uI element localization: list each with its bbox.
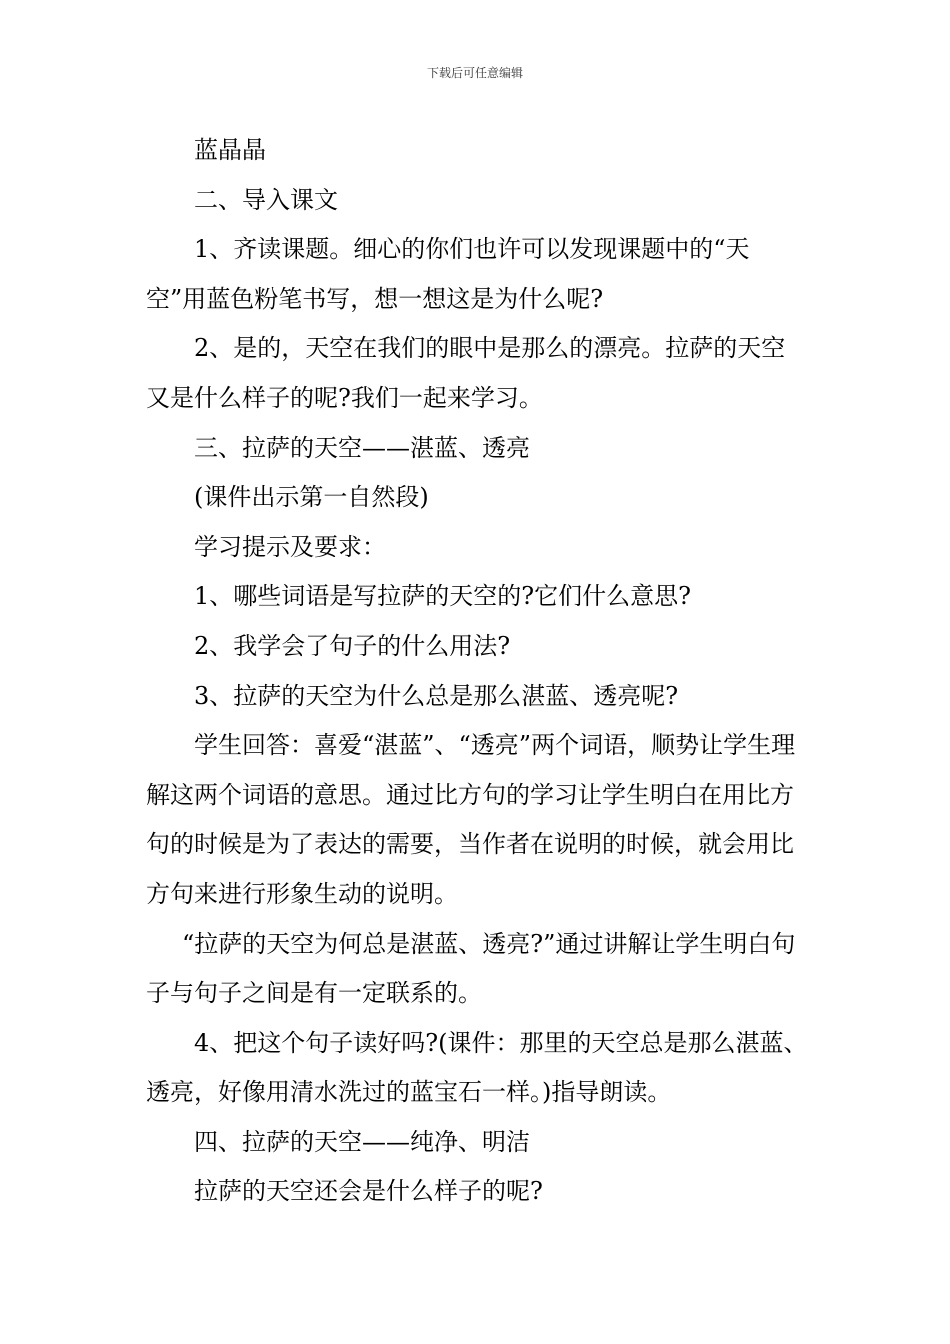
paragraph-study-hints: 学习提示及要求： — [194, 532, 386, 561]
paragraph-step-2: 2、是的，天空在我们的眼中是那么的漂亮。拉萨的天空又是什么样子的呢?我们一起来学习。 — [146, 334, 786, 412]
paragraph-closing-question: 拉萨的天空还会是什么样子的呢? — [194, 1177, 543, 1206]
section-heading-four: 四、拉萨的天空——纯净、明洁 — [194, 1127, 530, 1156]
document-body — [146, 126, 808, 1217]
paragraph-step-1: 1、齐读课题。细心的你们也许可以发现课题中的“天空”用蓝色粉笔书写，想一想这是为什么呢? — [146, 235, 750, 313]
list-item-question-3: 3、拉萨的天空为什么总是那么湛蓝、透亮呢? — [194, 681, 679, 710]
list-item-question-2: 2、我学会了句子的什么用法? — [194, 631, 511, 660]
page-header-note: 下载后可任意编辑 — [426, 66, 523, 80]
section-heading-three: 三、拉萨的天空——湛蓝、透亮 — [194, 433, 530, 462]
paragraph-student-answer: 学生回答：喜爱“湛蓝”、“透亮”两个词语，顺势让学生理解这两个词语的意思。通过比方句的学习让学生明白在用比方句的时候是为了表达的需要，当作者在说明的时候，就会用比方句来进行形象生动的说明。 — [146, 731, 796, 908]
list-item-question-1: 1、哪些词语是写拉萨的天空的?它们什么意思? — [194, 582, 692, 611]
paragraph-quote-explanation: “拉萨的天空为何总是湛蓝、透亮?”通过讲解让学生明白句子与句子之间是有一定联系的。 — [146, 929, 796, 1008]
paragraph-step-4: 4、把这个句子读好吗?(课件：那里的天空总是那么湛蓝、透亮，好像用清水洗过的蓝宝石一样。)指导朗读。 — [146, 1028, 808, 1107]
section-heading-intro: 二、导入课文 — [194, 185, 338, 214]
paragraph-lan-jingjing: 蓝晶晶 — [194, 136, 266, 164]
paragraph-courseware-note: (课件出示第一自然段) — [194, 483, 429, 512]
